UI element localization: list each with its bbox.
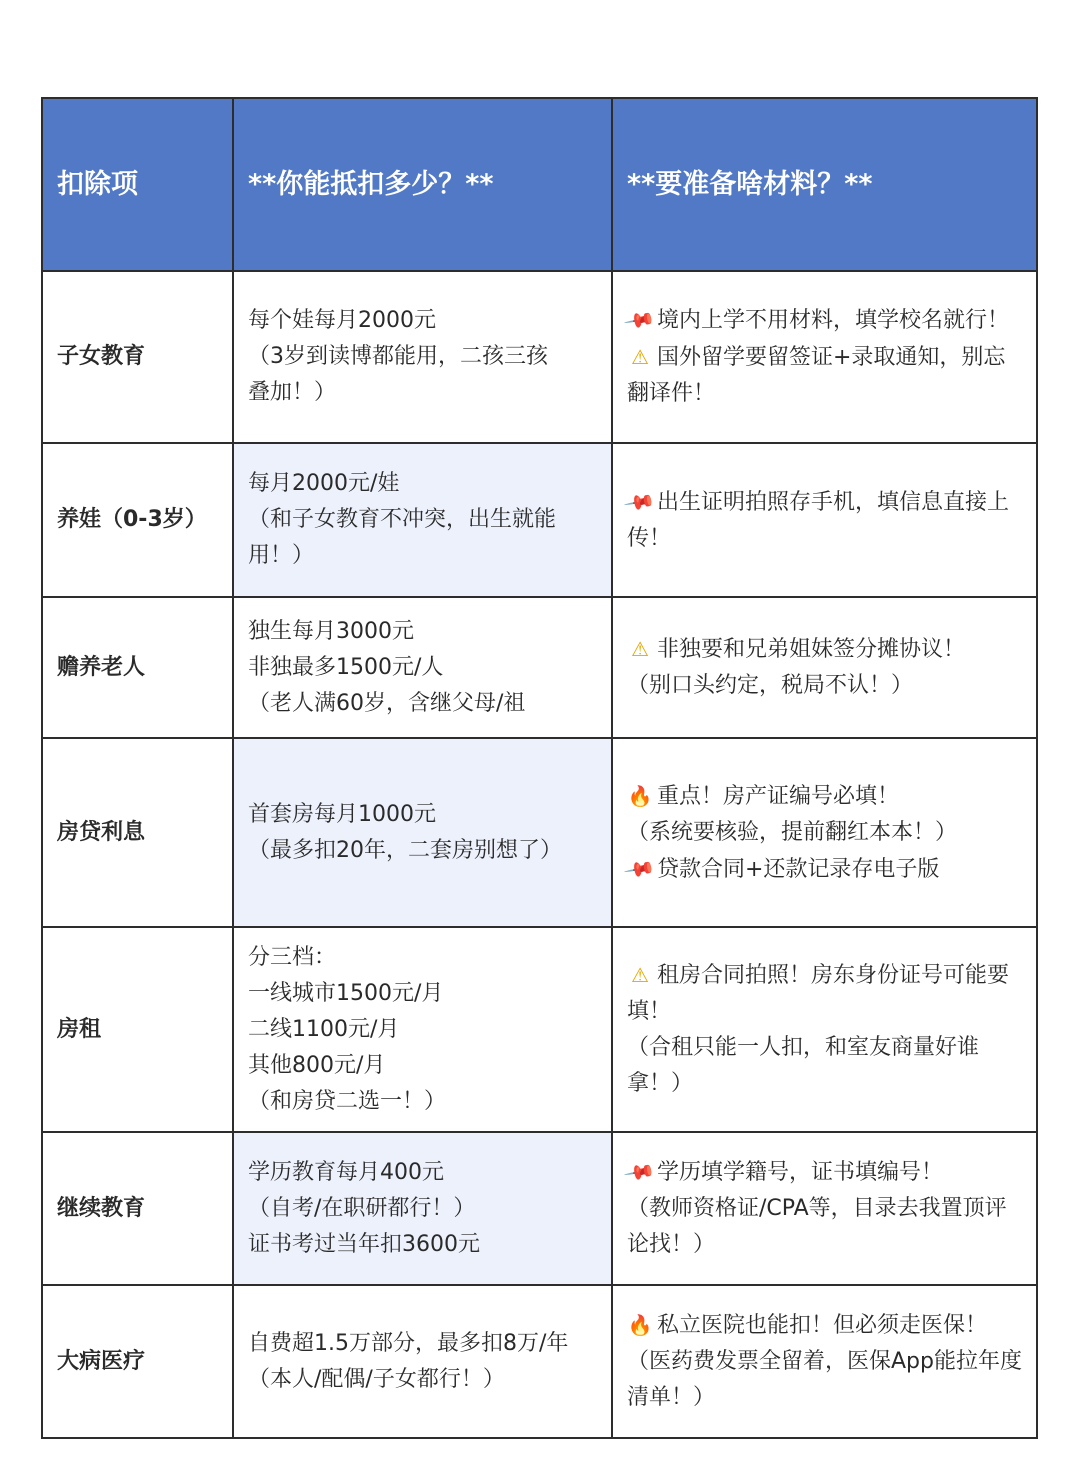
amount-lines (248, 466, 556, 574)
material-line (622, 484, 1022, 557)
material-line (627, 1191, 1022, 1263)
fire-icon: 🔥 (627, 1313, 653, 1337)
materials-lines (622, 778, 958, 888)
header-label: **要准备啥材料？** (627, 168, 873, 200)
materials-lines (627, 957, 1022, 1102)
amount-lines (248, 1155, 480, 1263)
amount-cell (234, 598, 613, 739)
amount-line: 分三档： (248, 944, 337, 970)
material-line (627, 339, 1022, 412)
header-cell (234, 99, 613, 272)
amount-line: （本人/配偶/子女都行！） (248, 1366, 505, 1392)
amount-cell (234, 1133, 613, 1286)
material-line (622, 851, 957, 888)
materials-cell (613, 598, 1036, 739)
pushpin-icon: 📌 (622, 303, 658, 337)
amount-line: 证书考过当年扣3600元 (248, 1231, 480, 1257)
materials-lines (627, 1307, 1022, 1416)
material-line (627, 1307, 1022, 1344)
material-text: （系统要核验，提前翻红本本！） (627, 819, 958, 845)
materials-cell (613, 739, 1036, 928)
warning-icon: ⚠ (631, 345, 649, 369)
material-text: 学历填学籍号，证书填编号！ (657, 1160, 944, 1185)
material-text: （合租只能一人扣，和室友商量好谁拿！） (627, 1035, 980, 1096)
amount-line: 独生每月3000元 (248, 618, 414, 644)
amount-line: 学历教育每月400元 (248, 1159, 444, 1185)
materials-lines (622, 484, 1022, 557)
amount-cell (234, 272, 613, 444)
warning-icon: ⚠ (631, 963, 649, 987)
pushpin-icon: 📌 (622, 1155, 658, 1189)
material-line (627, 668, 965, 704)
deduction-item-cell (43, 444, 234, 598)
material-line (627, 1344, 1022, 1416)
amount-line: 自费超1.5万部分，最多扣8万/年 (248, 1330, 569, 1356)
header-cell (613, 99, 1036, 272)
material-line (627, 778, 957, 815)
amount-line: 二线1100元/月 (248, 1016, 400, 1042)
amount-line: （最多扣20年，二套房别想了） (248, 837, 562, 863)
pushpin-icon: 📌 (622, 484, 658, 519)
deduction-item-cell (43, 739, 234, 928)
amount-line: 首套房每月1000元 (248, 801, 436, 827)
amount-line: （老人满60岁，含继父母/祖 (248, 690, 526, 716)
material-text: 贷款合同+还款记录存电子版 (657, 856, 940, 882)
materials-lines (622, 302, 1022, 412)
material-line (627, 815, 957, 851)
material-line (627, 631, 965, 668)
deduction-item-label: 房贷利息 (57, 819, 146, 845)
amount-line: （3岁到读博都能用，二孩三孩 (248, 344, 548, 369)
amount-cell (234, 444, 613, 598)
warning-icon: ⚠ (631, 637, 649, 661)
amount-lines (248, 797, 562, 869)
material-text: （医药费发票全留着，医保App能拉年度清单！） (627, 1349, 1022, 1410)
amount-cell (234, 1286, 613, 1437)
deduction-item-label: 赡养老人 (57, 654, 146, 680)
deduction-item-cell (43, 928, 234, 1133)
amount-line: 用！） (248, 543, 315, 568)
material-line (627, 957, 1022, 1030)
material-line (622, 1154, 1022, 1191)
deduction-item-label: 大病医疗 (57, 1348, 146, 1374)
material-text: 私立医院也能扣！但必须走医保！ (657, 1313, 988, 1338)
amount-lines (248, 940, 446, 1120)
header-label: **你能抵扣多少？** (248, 168, 494, 200)
deduction-table (41, 97, 1038, 1439)
materials-cell (613, 1286, 1036, 1437)
material-line (622, 302, 1022, 339)
header-label: 扣除项 (57, 168, 138, 200)
material-text: 境内上学不用材料，填学校名就行！ (657, 308, 1010, 333)
deduction-item-cell (43, 1286, 234, 1437)
materials-cell (613, 1133, 1036, 1286)
materials-cell (613, 928, 1036, 1133)
deduction-item-label: 继续教育 (57, 1195, 146, 1221)
material-line (627, 1030, 1022, 1102)
amount-line: 叠加！） (248, 380, 337, 405)
materials-lines (627, 631, 965, 704)
pushpin-icon: 📌 (622, 851, 658, 886)
material-text: 租房合同拍照！房东身份证号可能要填！ (627, 963, 1010, 1024)
amount-cell (234, 739, 613, 928)
header-cell (43, 99, 234, 272)
amount-line: 其他800元/月 (248, 1052, 386, 1078)
amount-line: 非独最多1500元/人 (248, 654, 444, 680)
fire-icon: 🔥 (627, 783, 653, 808)
amount-lines (248, 1326, 568, 1398)
material-text: （教师资格证/CPA等，目录去我置顶评论找！） (627, 1196, 1007, 1257)
amount-line: （和子女教育不冲突，出生就能 (248, 507, 557, 532)
amount-lines (248, 303, 548, 411)
amount-lines (248, 614, 525, 722)
material-text: 非独要和兄弟姐妹签分摊协议！ (657, 637, 966, 662)
materials-cell (613, 444, 1036, 598)
material-text: （别口头约定，税局不认！） (627, 673, 914, 698)
amount-line: 一线城市1500元/月 (248, 980, 444, 1006)
amount-line: 每个娃每月2000元 (248, 308, 436, 333)
materials-lines (622, 1154, 1022, 1263)
amount-line: （和房贷二选一！） (248, 1088, 447, 1114)
deduction-item-label: 房租 (57, 1016, 102, 1042)
deduction-item-label: 养娃（0-3岁） (57, 507, 207, 532)
amount-line: 每月2000元/娃 (248, 471, 400, 496)
deduction-item-cell (43, 598, 234, 739)
deduction-item-label: 子女教育 (57, 344, 146, 369)
material-text: 重点！房产证编号必填！ (657, 783, 900, 809)
deduction-item-cell (43, 1133, 234, 1286)
material-text: 国外留学要留签证+录取通知，别忘翻译件！ (627, 345, 1006, 406)
deduction-item-cell (43, 272, 234, 444)
materials-cell (613, 272, 1036, 444)
material-text: 出生证明拍照存手机，填信息直接上传！ (627, 489, 1010, 551)
amount-line: （自考/在职研都行！） (248, 1195, 476, 1221)
amount-cell (234, 928, 613, 1133)
